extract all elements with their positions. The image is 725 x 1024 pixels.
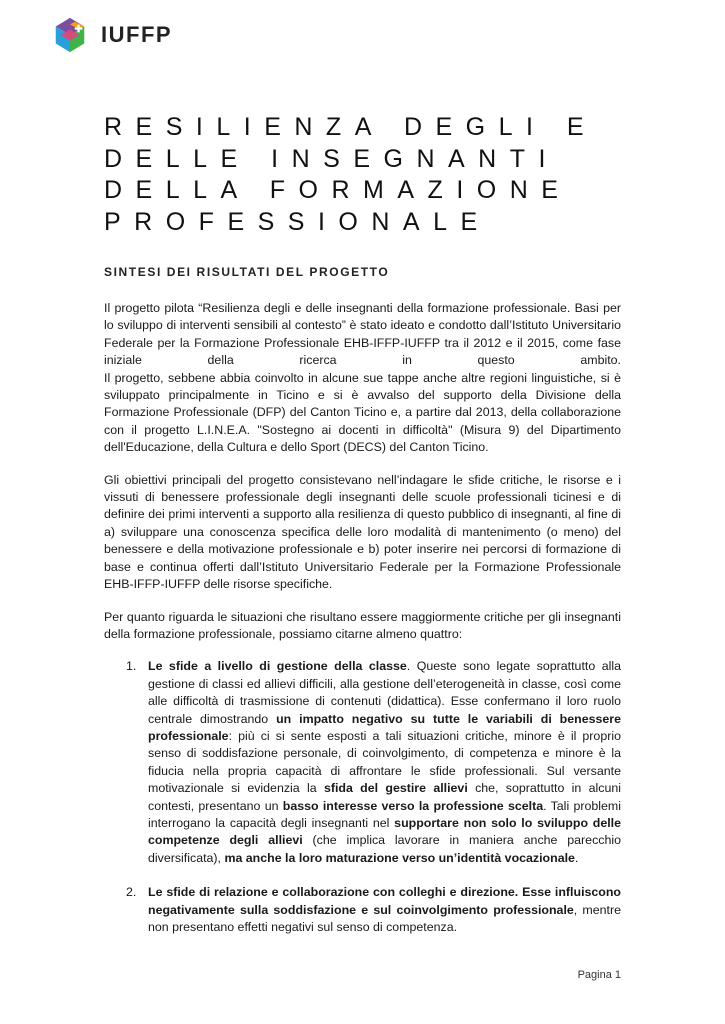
list-item xyxy=(104,658,621,867)
list-item-number: 1. xyxy=(126,659,137,674)
title-line: RESILIENZA DEGLI E xyxy=(104,113,598,141)
document-title xyxy=(104,112,624,238)
section-subtitle: SINTESI DEI RISULTATI DEL PROGETTO xyxy=(104,265,390,279)
list-item-text: che, soprattutto in alcuni contesti, presentano un xyxy=(148,781,621,813)
title-line: DELLA FORMAZIONE xyxy=(104,176,572,204)
critical-situations-list xyxy=(104,658,621,936)
paragraph-situations: Per quanto riguarda le situazioni che risultano essere maggiormente critiche per gli insegnanti della formazione professionale, possiamo citarne almeno quattro: xyxy=(104,609,621,641)
list-item-body xyxy=(148,658,621,867)
page-number: Pagina 1 xyxy=(577,969,621,981)
list-item-number: 2. xyxy=(126,885,137,900)
list-item xyxy=(104,884,621,936)
document-body xyxy=(104,300,621,953)
title-line: DELLE INSEGNANTI xyxy=(104,144,559,173)
iuffp-logo-icon xyxy=(51,16,89,54)
list-item-text: (che implica lavorare in maniera anche parecchio diversificata), xyxy=(148,833,621,865)
list-item-bold: basso interesse verso la professione scelta xyxy=(282,798,544,813)
list-item-text: , mentre non presentano effetti negativi sul senso di competenza. xyxy=(148,902,621,934)
title-line: PROFESSIONALE xyxy=(104,207,491,236)
iuffp-logo xyxy=(51,16,172,54)
list-item-text: . Tali problemi interrogano la capacità degli insegnanti nel xyxy=(148,798,621,830)
list-item-bold: Le sfide di relazione e collaborazione con colleghi e direzione. Esse influiscono negativamente sulla soddisfazione e sul coinvolgimento professionale xyxy=(148,885,621,917)
paragraph-objectives: Gli obiettivi principali del progetto consistevano nell’indagare le sfide critiche, le risorse e i vissuti di benessere professionale degli insegnanti delle scuole professionali ticinesi e di definire dei primi interventi a supporto alla resilienza di questo pubblico di insegnanti, al fine di a) sviluppare una conoscenza specifica delle loro modalità di mantenimento (o meno) del benessere e della motivazione professionale e b) poter inserire nei percorsi di formazione di base e continua offerti dall’Istituto Universitario Federale per la Formazione Professionale EHB-IFFP-IUFFP delle risorse specifiche. xyxy=(104,472,621,592)
list-item-bold: un impatto negativo su tutte le variabili di benessere professionale xyxy=(148,711,621,743)
list-item-bold: ma anche la loro maturazione verso un’identità vocazionale xyxy=(224,850,575,865)
list-item-text: . xyxy=(574,850,579,865)
paragraph-intro-part1: Il progetto pilota “Resilienza degli e delle insegnanti della formazione professionale. Basi per lo sviluppo di interventi sensibili al contesto” è stato ideato e condotto dall’Istituto Universitario Federale per la Formazione Professionale EHB-IFFP-IUFFP tra il 2012 e il 2015, come fase iniziale della ricerca in questo ambito. xyxy=(104,301,621,368)
list-item-bold: Le sfide a livello di gestione della classe xyxy=(148,659,407,674)
list-item-bold: supportare non solo lo sviluppo delle competenze degli allievi xyxy=(148,815,621,848)
list-item-text: : più ci si sente esposti a tali situazioni critiche, minore è il proprio senso di soddisfazione personale, di coinvolgimento, di competenza e minore è la fiducia nella propria capacità di affrontare le sfide professionali. Sul versante motivazionale si evidenzia la xyxy=(148,728,621,796)
list-item-bold: sfida del gestire allievi xyxy=(323,781,468,796)
list-item-text: . Queste sono legate soprattutto alla gestione di classi ed allievi difficili, alla gestione dell’eterogeneità in classe, così come alle difficoltà di trasmissione di contenuti (didattica). Esse confermano il loro ruolo centrale dimostrando xyxy=(148,659,621,726)
paragraph-intro xyxy=(104,300,621,457)
paragraph-intro-part2: Il progetto, sebbene abbia coinvolto in alcune sue tappe anche altre regioni linguistiche, si è sviluppato principalmente in Ticino e si è avvalso del supporto della Divisione della Formazione Professionale (DFP) del Canton Ticino e, a partire dal 2013, della collaborazione con il progetto L.I.N.E.A. "Sostegno ai docenti in difficoltà" (Misura 9) del Dipartimento dell'Educazione, della Cultura e dello Sport (DECS) del Canton Ticino. xyxy=(104,370,621,455)
logo-text: IUFFP xyxy=(101,22,173,47)
list-item-body xyxy=(148,884,621,936)
